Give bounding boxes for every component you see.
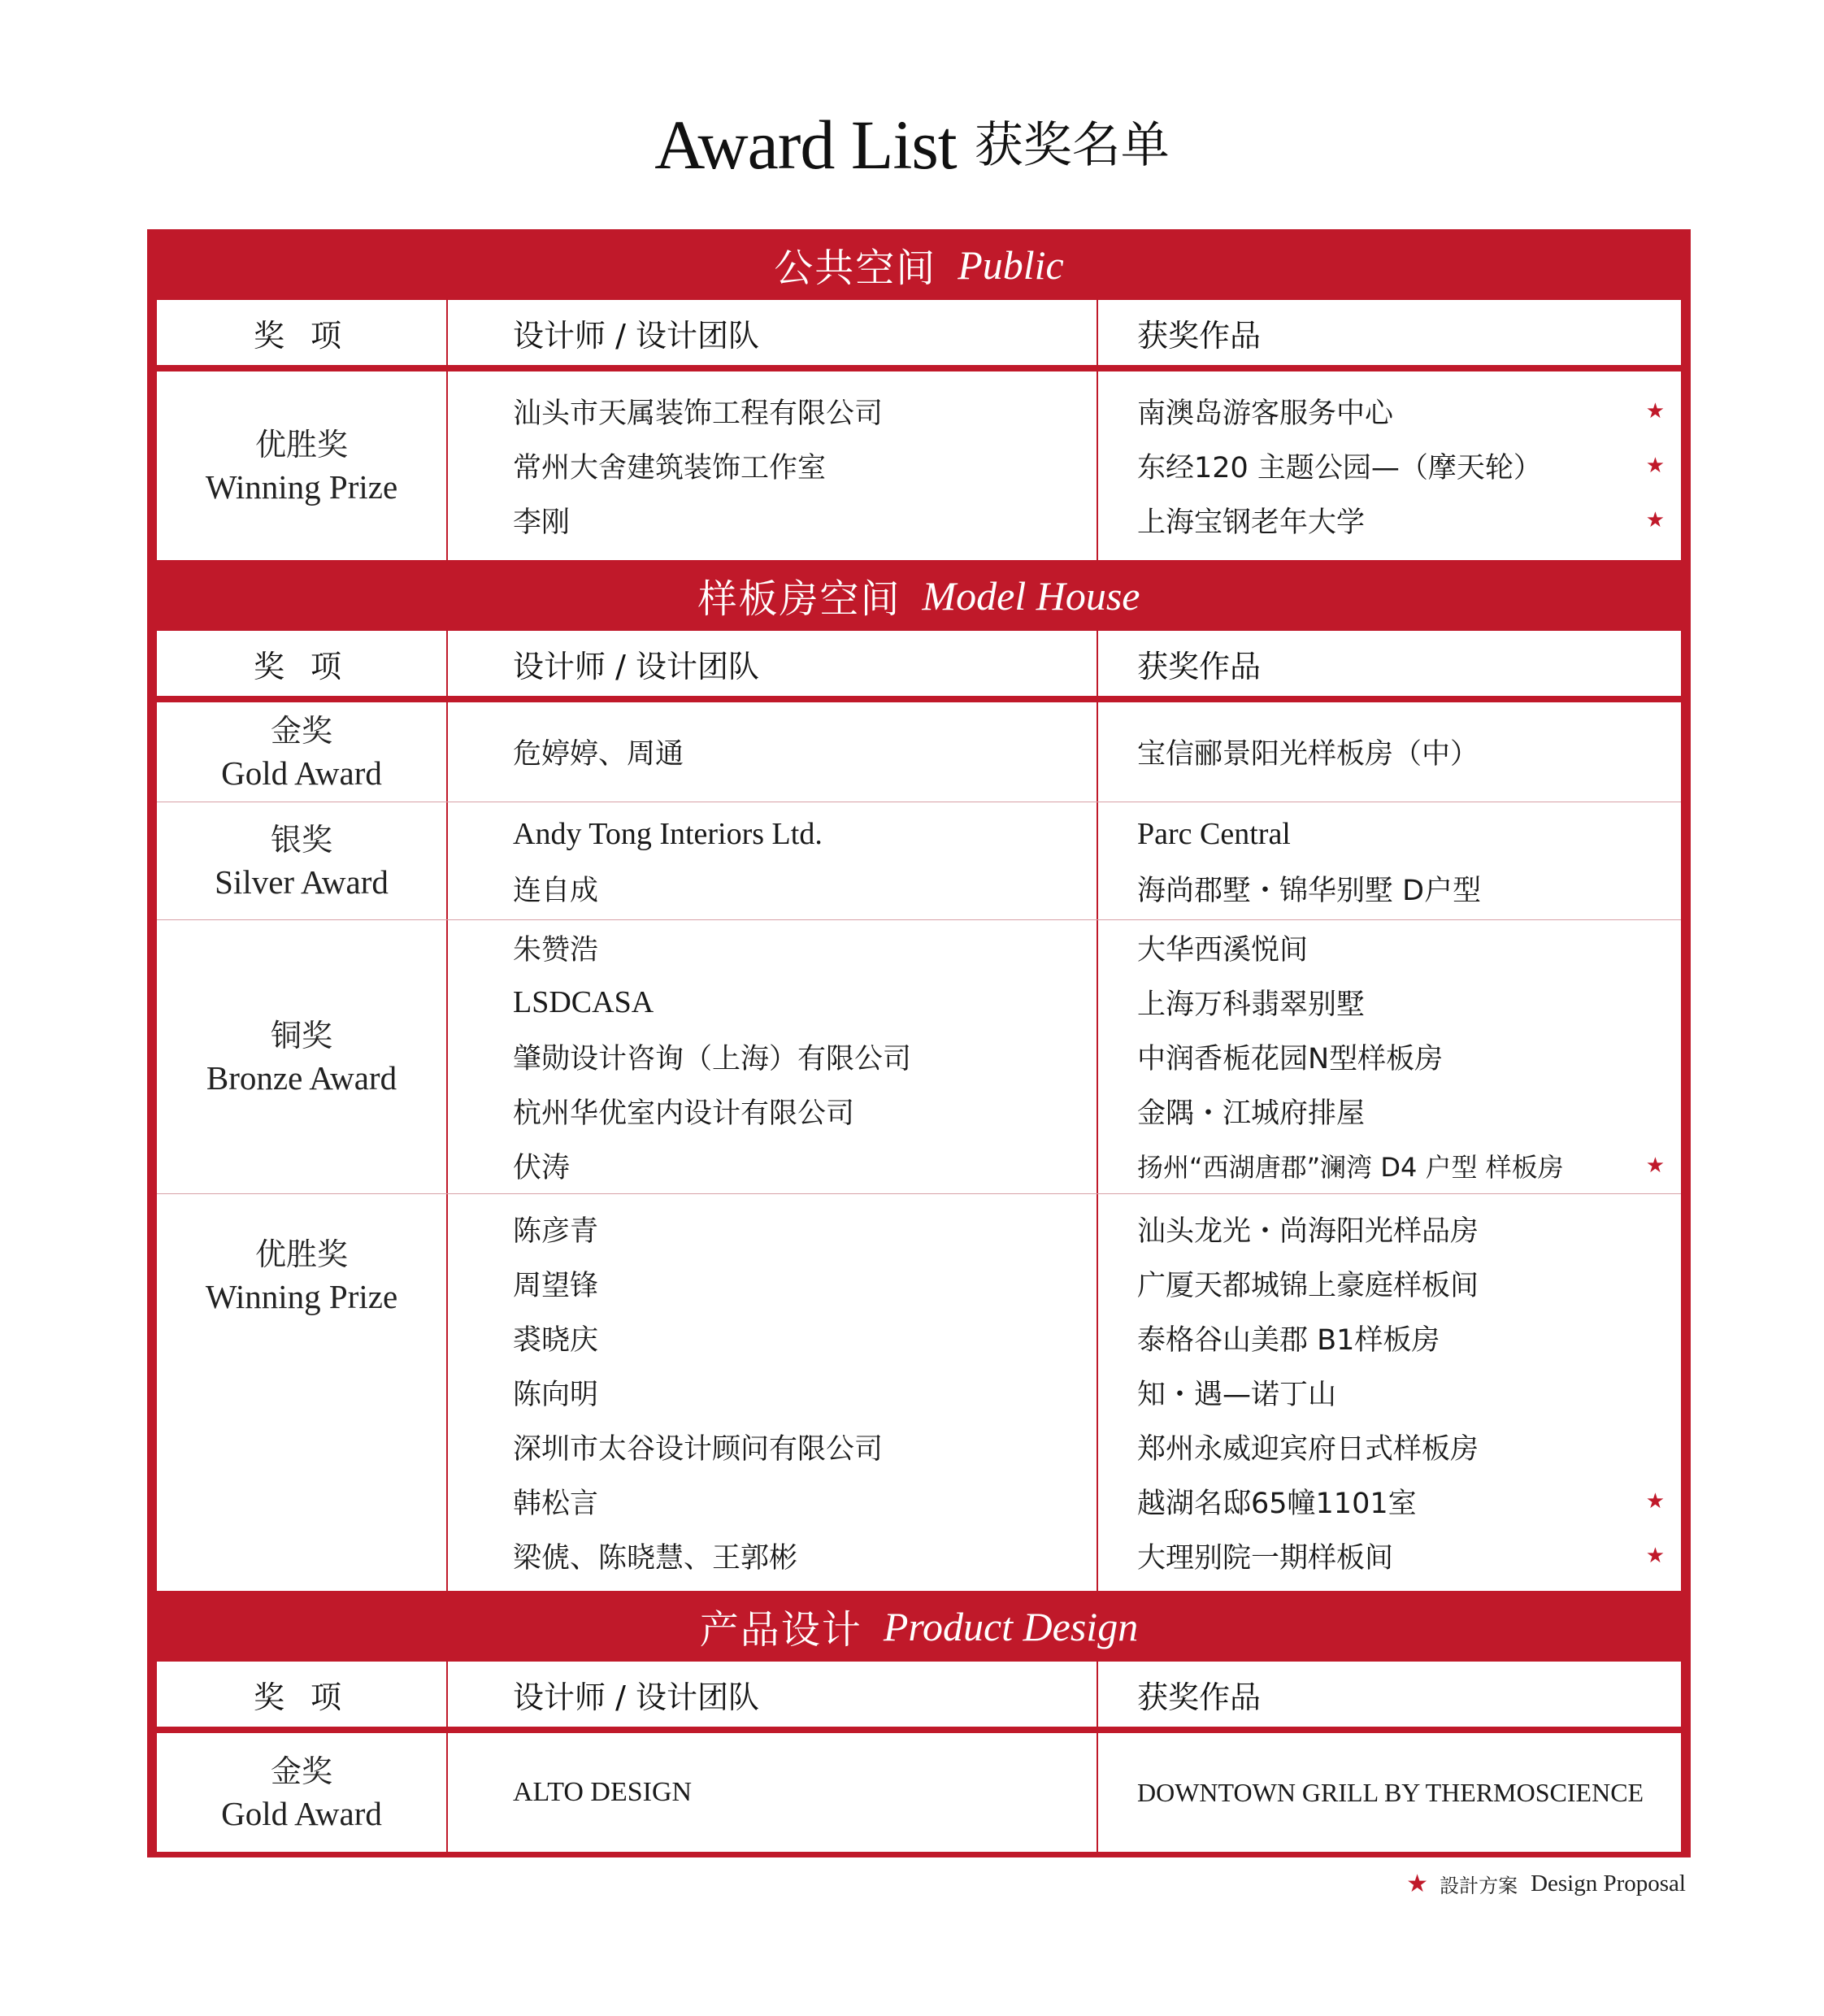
- star-icon: ★: [1645, 399, 1665, 424]
- work-list: [1098, 920, 1681, 1193]
- work-list: [1098, 802, 1681, 919]
- designer-item: 汕头市天属装饰工程有限公司: [513, 398, 884, 430]
- work-item: [1137, 439, 1665, 493]
- work-item: 大华西溪悦间: [1137, 934, 1309, 967]
- designer-list: [448, 702, 1098, 802]
- header-award: 奖 项: [157, 631, 448, 696]
- work-title: 南澳岛游客服务中心: [1137, 398, 1394, 430]
- work-item: 郑州永威迎宾府日式样板房: [1137, 1433, 1479, 1466]
- designer-item: 危婷婷、周通: [513, 738, 684, 771]
- designer-item: 陈彦青: [513, 1215, 599, 1248]
- designer-item: 李刚: [513, 506, 571, 539]
- designer-item: ALTO DESIGN: [513, 1777, 693, 1807]
- work-item: [1137, 1475, 1665, 1529]
- section-band-product-design: [157, 1591, 1681, 1662]
- header-designer: 设计师 / 设计团队: [448, 1662, 1098, 1727]
- award-name-zh: 金奖: [270, 1753, 332, 1789]
- title-english: Award List: [654, 106, 957, 184]
- designer-item: 梁俿、陈晓慧、王郭彬: [513, 1542, 798, 1575]
- work-item: 中润香栀花园N型样板房: [1137, 1043, 1444, 1075]
- designer-list: [448, 1194, 1098, 1591]
- award-group-bronze: [157, 920, 1681, 1194]
- work-list: [1098, 371, 1681, 560]
- award-name-zh: 优胜奖: [254, 427, 348, 463]
- designer-list: [448, 1733, 1098, 1852]
- legend-label-zh: 設計方案: [1440, 1875, 1518, 1897]
- work-item: 海尚郡墅・锦华别墅 D户型: [1137, 874, 1482, 907]
- award-name-en: Winning Prize: [205, 468, 398, 506]
- work-item: Parc Central: [1137, 816, 1291, 851]
- award-name-zh: 优胜奖: [254, 1236, 348, 1272]
- section-title-en: Public: [958, 241, 1064, 288]
- designer-item: 朱赞浩: [513, 934, 599, 967]
- work-item: 宝信郦景阳光样板房（中）: [1137, 738, 1479, 771]
- award-name-en: Gold Award: [221, 754, 382, 792]
- header-award: 奖 项: [157, 1662, 448, 1727]
- designer-item: LSDCASA: [513, 985, 654, 1019]
- work-item: DOWNTOWN GRILL BY THERMOSCIENCE: [1137, 1777, 1644, 1807]
- designer-item: 杭州华优室内设计有限公司: [513, 1097, 855, 1130]
- award-group-silver: [157, 802, 1681, 920]
- award-name: [157, 802, 448, 919]
- award-name: [157, 371, 448, 560]
- page-title: [0, 104, 1824, 185]
- award-name: [157, 702, 448, 802]
- work-list: [1098, 702, 1681, 802]
- work-title: 扬州“西湖唐郡”澜湾 D4 户型 样板房: [1137, 1152, 1564, 1183]
- designer-item: 周望锋: [513, 1270, 599, 1302]
- work-title: 东经120 主题公园—（摩天轮）: [1137, 452, 1542, 484]
- award-name: [157, 1733, 448, 1852]
- work-title: 越湖名邸65幢1101室: [1137, 1488, 1417, 1520]
- work-list: [1098, 1733, 1681, 1852]
- section-title-zh: 公共空间: [774, 245, 937, 291]
- award-group-gold: [157, 702, 1681, 802]
- section-title-zh: 样板房空间: [697, 576, 901, 622]
- work-item: 金隅・江城府排屋: [1137, 1097, 1366, 1130]
- star-icon: ★: [1645, 508, 1665, 532]
- table-header: [157, 631, 1681, 696]
- award-group-winning-prize: [157, 1194, 1681, 1591]
- award-group-winning-prize: [157, 371, 1681, 560]
- section-band-model-house: [157, 560, 1681, 631]
- work-list: [1098, 1194, 1681, 1591]
- legend-footer: [1406, 1870, 1686, 1898]
- title-chinese: 获奖名单: [974, 117, 1170, 174]
- work-item: [1137, 1529, 1665, 1584]
- work-item: 上海万科翡翠别墅: [1137, 988, 1366, 1021]
- work-title: 大理别院一期样板间: [1137, 1542, 1394, 1575]
- header-designer: 设计师 / 设计团队: [448, 300, 1098, 365]
- header-designer: 设计师 / 设计团队: [448, 631, 1098, 696]
- table-header: [157, 300, 1681, 365]
- award-name: [157, 1194, 448, 1591]
- work-item: 广厦天都城锦上豪庭样板间: [1137, 1270, 1479, 1302]
- section-title-zh: 产品设计: [699, 1607, 862, 1653]
- designer-item: 连自成: [513, 874, 599, 907]
- work-item: 汕头龙光・尚海阳光样品房: [1137, 1215, 1479, 1248]
- header-work: 获奖作品: [1137, 317, 1262, 354]
- designer-item: 裘晓庆: [513, 1324, 599, 1357]
- section-title-en: Product Design: [883, 1603, 1139, 1649]
- work-item: [1137, 385, 1665, 439]
- star-icon: ★: [1645, 1544, 1665, 1568]
- designer-list: [448, 371, 1098, 560]
- header-award: 奖 项: [157, 300, 448, 365]
- award-name-zh: 金奖: [270, 713, 332, 749]
- section-title-en: Model House: [922, 572, 1140, 619]
- award-name-zh: 银奖: [270, 822, 332, 858]
- header-work: 获奖作品: [1137, 1679, 1262, 1715]
- designer-item: 深圳市太谷设计顾问有限公司: [513, 1433, 884, 1466]
- designer-item: Andy Tong Interiors Ltd.: [513, 816, 823, 851]
- star-icon: ★: [1645, 454, 1665, 478]
- award-name-zh: 铜奖: [270, 1018, 332, 1054]
- legend-label-en: Design Proposal: [1531, 1870, 1686, 1897]
- award-group-gold: [157, 1733, 1681, 1852]
- header-work: 获奖作品: [1137, 648, 1262, 684]
- award-table: [147, 229, 1691, 1857]
- work-item: [1137, 1139, 1665, 1193]
- section-band-public: [157, 229, 1681, 300]
- designer-list: [448, 920, 1098, 1193]
- award-name-en: Gold Award: [221, 1795, 382, 1832]
- designer-item: 陈向明: [513, 1379, 599, 1411]
- work-item: 泰格谷山美郡 B1样板房: [1137, 1324, 1440, 1357]
- award-name-en: Bronze Award: [206, 1059, 397, 1097]
- award-name-en: Winning Prize: [205, 1278, 398, 1315]
- star-icon: ★: [1406, 1870, 1429, 1897]
- work-item: 知・遇—诺丁山: [1137, 1379, 1337, 1411]
- work-item: [1137, 493, 1665, 548]
- designer-item: 韩松言: [513, 1488, 599, 1520]
- designer-list: [448, 802, 1098, 919]
- award-name: [157, 920, 448, 1193]
- designer-item: 常州大舍建筑装饰工作室: [513, 452, 827, 484]
- work-title: 上海宝钢老年大学: [1137, 506, 1366, 539]
- designer-item: 伏涛: [513, 1152, 571, 1184]
- star-icon: ★: [1645, 1489, 1665, 1514]
- award-name-en: Silver Award: [215, 863, 389, 901]
- star-icon: ★: [1645, 1154, 1665, 1178]
- table-header: [157, 1662, 1681, 1727]
- designer-item: 肇勋设计咨询（上海）有限公司: [513, 1043, 912, 1075]
